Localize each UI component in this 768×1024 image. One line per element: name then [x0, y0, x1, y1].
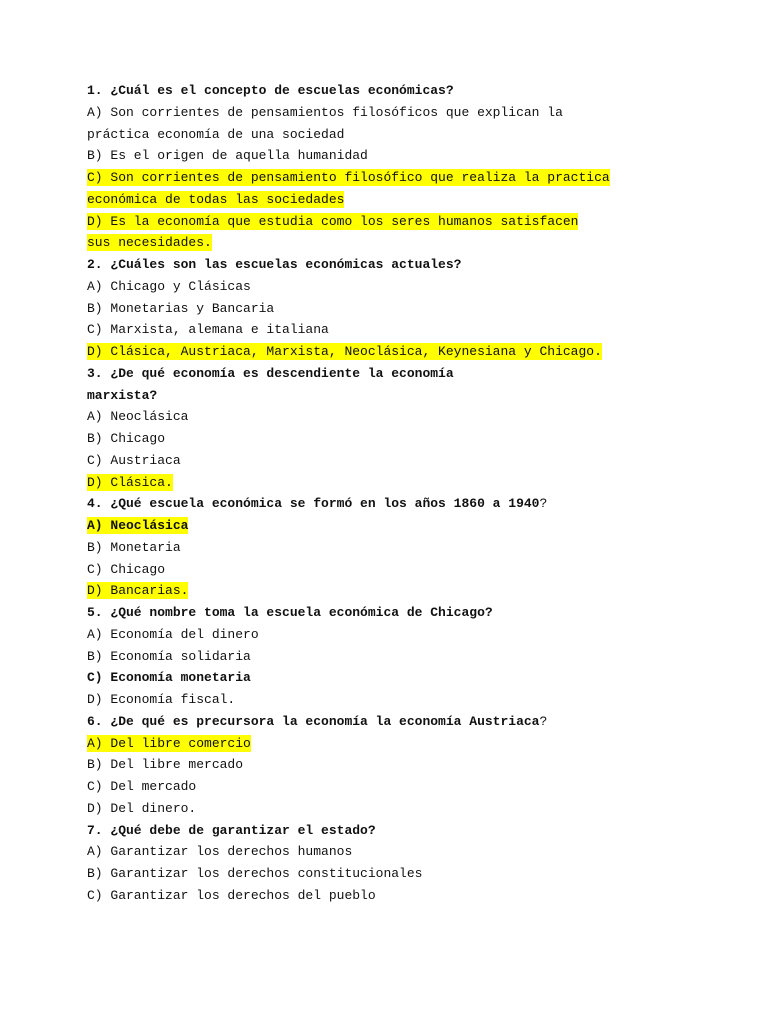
option-text: B) Chicago	[87, 431, 166, 446]
question-text: 5. ¿Qué nombre toma la escuela económica de Chicago?	[87, 605, 493, 620]
question-line	[87, 363, 747, 385]
option-text: D) Bancarias.	[87, 583, 189, 599]
answer-option-line	[87, 515, 747, 537]
question-line	[87, 820, 747, 842]
option-text: C) Son corrientes de pensamiento filosófico que realiza la practica	[87, 170, 610, 185]
question-text: 3. ¿De qué economía es descendiente la economía	[87, 365, 454, 381]
answer-option-line	[87, 450, 747, 472]
answer-option-line	[87, 776, 747, 798]
answer-option-line	[87, 124, 747, 146]
option-text: C) Chicago	[87, 561, 166, 577]
question-text: 6. ¿De qué es precursora la economía la economía Austriaca	[87, 713, 540, 729]
option-text: A) Son corrientes de pensamientos filosóficos que explican la	[87, 104, 563, 120]
answer-option-line	[87, 798, 747, 820]
option-text: A) Neoclásica	[87, 409, 189, 425]
question-text: 1. ¿Cuál es el concepto de escuelas económicas?	[87, 83, 454, 98]
answer-option-line	[87, 472, 747, 494]
question-line	[87, 602, 747, 624]
answer-option-line	[87, 341, 747, 363]
option-text: económica de todas las sociedades	[87, 191, 345, 207]
answer-option-line	[87, 885, 747, 907]
answer-option-line	[87, 428, 747, 450]
answer-option-line	[87, 580, 747, 602]
answer-option-line	[87, 232, 747, 254]
answer-option-line	[87, 689, 747, 711]
option-text: D) Clásica, Austriaca, Marxista, Neoclásica, Keynesiana y Chicago.	[87, 344, 602, 359]
option-text: C) Austriaca	[87, 452, 181, 468]
answer-option-line	[87, 667, 747, 689]
option-text: práctica economía de una sociedad	[87, 126, 345, 142]
question-line	[87, 254, 747, 276]
option-text: B) Garantizar los derechos constitucionales	[87, 866, 423, 881]
question-text: 7. ¿Qué debe de garantizar el estado?	[87, 822, 376, 838]
option-text: D) Clásica.	[87, 474, 173, 490]
option-text: sus necesidades.	[87, 235, 212, 251]
option-text: A) Neoclásica	[87, 518, 189, 533]
answer-option-line	[87, 537, 747, 559]
question-line	[87, 493, 747, 515]
option-text: B) Monetaria	[87, 539, 181, 555]
answer-option-line	[87, 189, 747, 211]
answer-option-line	[87, 733, 747, 755]
option-text: C) Economía monetaria	[87, 670, 251, 686]
answer-option-line	[87, 102, 747, 124]
question-line	[87, 80, 747, 102]
answer-option-line	[87, 406, 747, 428]
option-text: A) Economía del dinero	[87, 626, 259, 642]
option-text: A) Garantizar los derechos humanos	[87, 844, 353, 860]
answer-option-line	[87, 276, 747, 298]
option-text: C) Marxista, alemana e italiana	[87, 322, 329, 338]
option-text: D) Economía fiscal.	[87, 692, 236, 707]
question-line	[87, 385, 747, 407]
option-text: A) Chicago y Clásicas	[87, 278, 251, 294]
answer-option-line	[87, 211, 747, 233]
answer-option-line	[87, 559, 747, 581]
answer-option-line	[87, 841, 747, 863]
answer-option-line	[87, 863, 747, 885]
question-text: marxista?	[87, 387, 158, 403]
question-mark: ?	[539, 713, 548, 729]
answer-option-line	[87, 167, 747, 189]
option-text: B) Del libre mercado	[87, 757, 244, 773]
answer-option-line	[87, 754, 747, 776]
answer-option-line	[87, 319, 747, 341]
question-mark: ?	[539, 496, 548, 512]
option-text: D) Del dinero.	[87, 800, 197, 816]
option-text: A) Del libre comercio	[87, 735, 251, 751]
question-line	[87, 711, 747, 733]
answer-option-line	[87, 624, 747, 646]
answer-option-line	[87, 298, 747, 320]
document-page	[87, 80, 747, 907]
answer-option-line	[87, 646, 747, 668]
answer-option-line	[87, 145, 747, 167]
option-text: B) Es el origen de aquella humanidad	[87, 148, 368, 164]
option-text: C) Del mercado	[87, 779, 197, 794]
option-text: B) Monetarias y Bancaria	[87, 300, 275, 316]
question-text: 2. ¿Cuáles son las escuelas económicas actuales?	[87, 257, 462, 272]
option-text: C) Garantizar los derechos del pueblo	[87, 887, 376, 903]
question-text: 4. ¿Qué escuela económica se formó en los años 1860 a 1940	[87, 496, 540, 512]
option-text: B) Economía solidaria	[87, 648, 251, 664]
option-text: D) Es la economía que estudia como los seres humanos satisfacen	[87, 213, 579, 229]
